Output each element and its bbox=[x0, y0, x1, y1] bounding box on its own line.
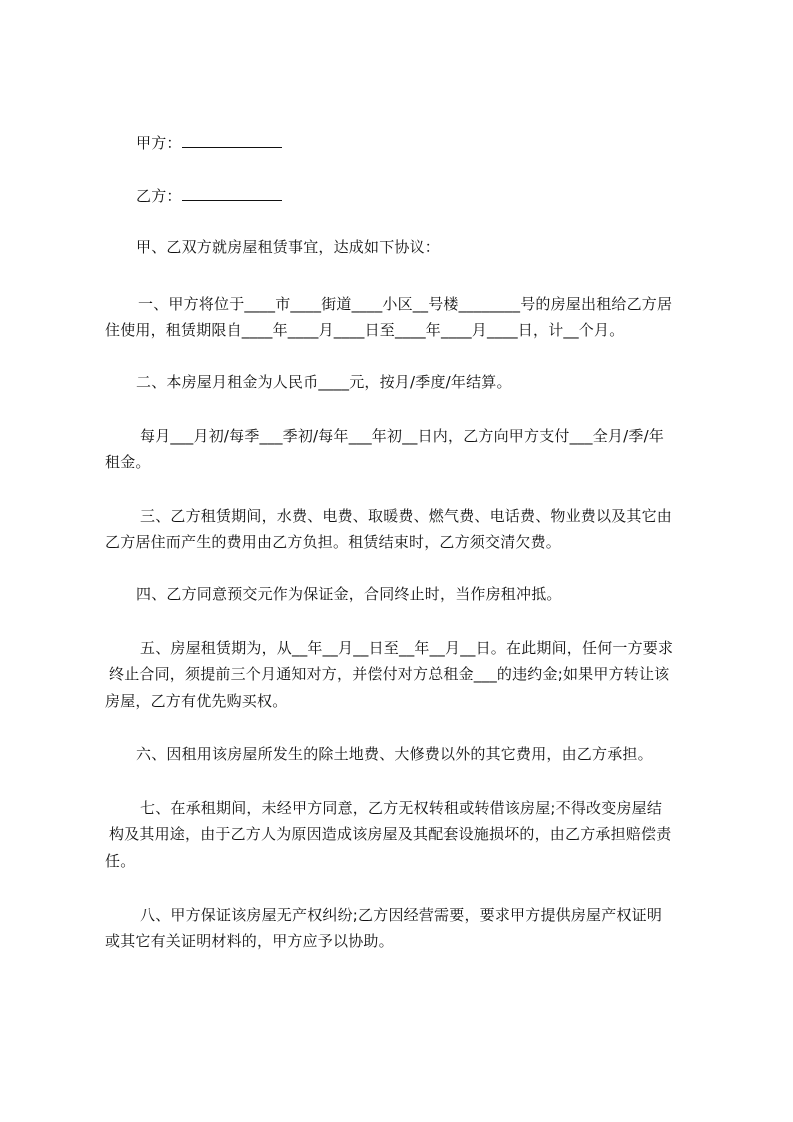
clause-1-line-2: 住使用，租赁期限自____年____月____日至____年____月____日，计__个月。 bbox=[105, 321, 625, 339]
intro-text: 甲、乙双方就房屋租赁事宜，达成如下协议： bbox=[136, 238, 441, 256]
clause-5-line-2: 终止合同，须提前三个月通知对方，并偿付对方总租金___的违约金;如果甲方转让该 bbox=[109, 665, 670, 683]
party-b-blank bbox=[182, 184, 282, 201]
clause-8-line-2: 或其它有关证明材料的，甲方应予以协助。 bbox=[105, 932, 394, 950]
clause-7-line-1: 七、在承租期间，未经甲方同意，乙方无权转租或转借该房屋;不得改变房屋结 bbox=[140, 799, 663, 817]
party-a-line bbox=[136, 131, 282, 155]
clause-8-line-1: 八、甲方保证该房屋无产权纠纷;乙方因经营需要，要求甲方提供房屋产权证明 bbox=[140, 906, 663, 924]
clause-5-line-1: 五、房屋租赁期为，从__年__月__日至__年__月__日。在此期间，任何一方要求 bbox=[140, 639, 674, 657]
clause-3-line-1: 三、乙方租赁期间，水费、电费、取暖费、燃气费、电话费、物业费以及其它由 bbox=[140, 507, 673, 525]
party-b-label: 乙方： bbox=[136, 187, 182, 205]
payment-line-1: 每月___月初/每季___季初/每年___年初__日内，乙方向甲方支付___全月/季/年 bbox=[140, 427, 665, 445]
clause-2-line-1: 二、本房屋月租金为人民币____元，按月/季度/年结算。 bbox=[136, 373, 512, 391]
party-a-blank bbox=[182, 131, 282, 148]
clause-5-line-3: 房屋，乙方有优先购买权。 bbox=[105, 692, 288, 710]
clause-6-line-1: 六、因租用该房屋所发生的除土地费、大修费以外的其它费用，由乙方承担。 bbox=[136, 745, 653, 763]
clause-4-line-1: 四、乙方同意预交元作为保证金，合同终止时，当作房租冲抵。 bbox=[136, 585, 562, 603]
payment-line-2: 租金。 bbox=[105, 453, 151, 471]
party-a-label: 甲方： bbox=[136, 134, 182, 152]
clause-7-line-3: 任。 bbox=[105, 852, 136, 870]
clause-7-line-2: 构及其用途，由于乙方人为原因造成该房屋及其配套设施损坏的，由乙方承担赔偿责 bbox=[109, 825, 672, 843]
clause-1-line-1: 一、甲方将位于____市____街道____小区__号楼________号的房屋出租给乙方居 bbox=[138, 295, 673, 313]
party-b-line bbox=[136, 184, 282, 208]
clause-3-line-2: 乙方居住而产生的费用由乙方负担。租赁结束时，乙方须交清欠费。 bbox=[105, 533, 562, 551]
